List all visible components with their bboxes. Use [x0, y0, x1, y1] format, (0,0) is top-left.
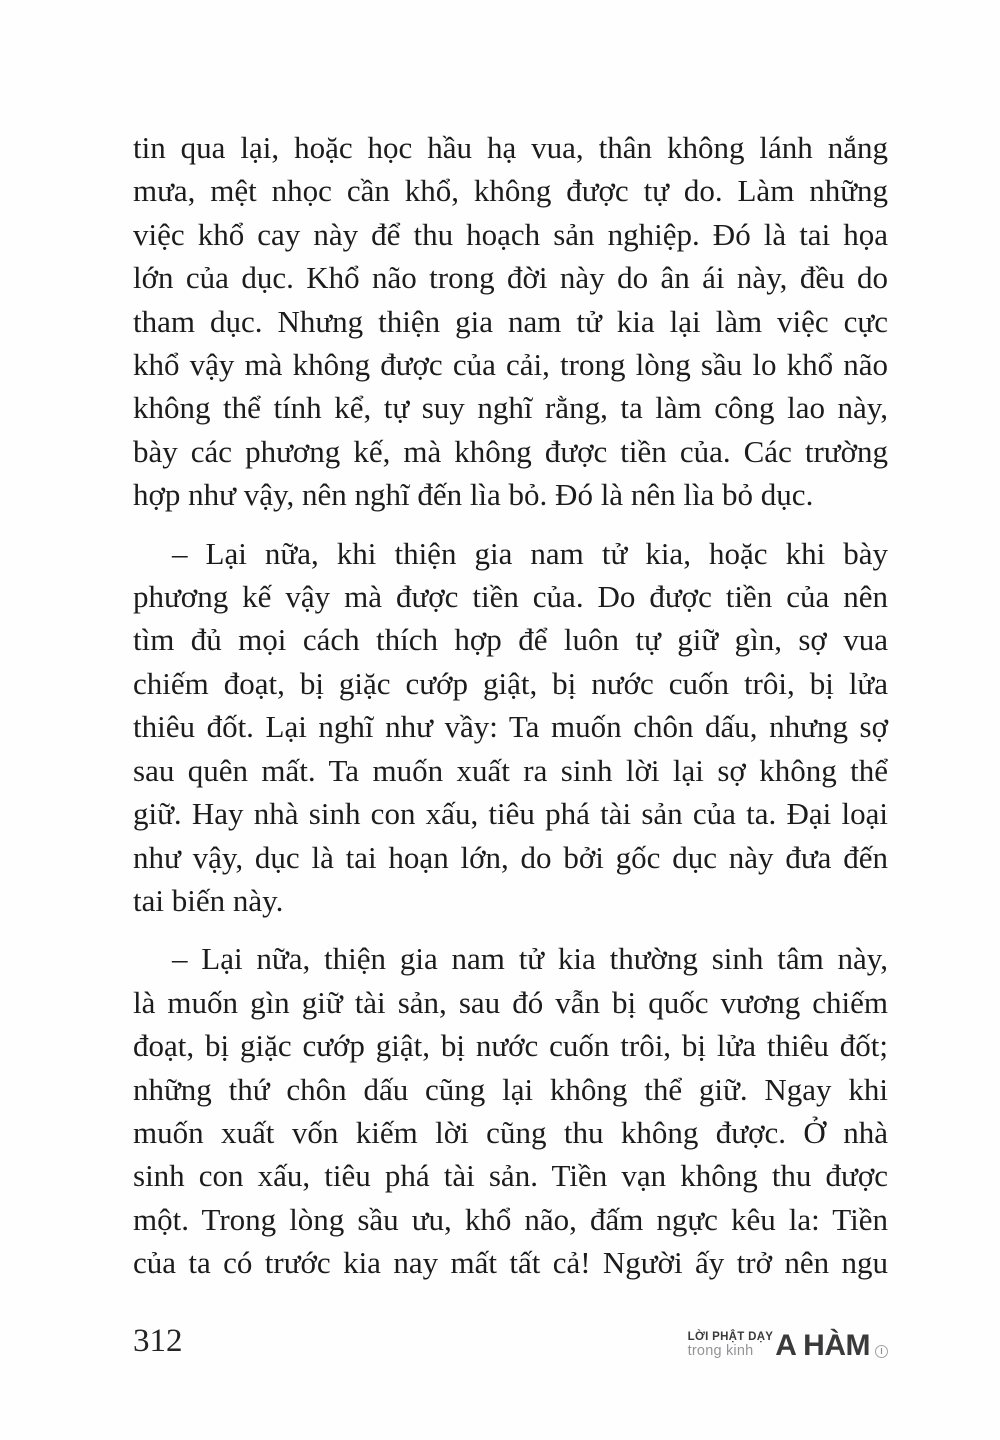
text-line: không thể tính kể, tự suy nghĩ rằng, ta làm công lao này, — [133, 390, 888, 426]
text-line: tin qua lại, hoặc học hầu hạ vua, thân không lánh nắng — [133, 130, 888, 165]
text-line: tham dục. Nhưng thiện gia nam tử kia lại làm việc cực — [133, 303, 888, 339]
text-line: hợp như vậy, nên nghĩ đến lìa bỏ. Đó là nên lìa bỏ dục. — [133, 477, 814, 513]
text-line: tìm đủ mọi cách thích hợp để luôn tự giữ gìn, sợ vua — [133, 622, 888, 658]
volume-numeral: I — [880, 1346, 883, 1356]
logo-top-text: LỜI PHẬT DẠY — [687, 1331, 774, 1343]
text-line: tai biến này. — [133, 882, 284, 918]
text-line: lớn của dục. Khổ não trong đời này do ân ái này, đều do — [133, 260, 888, 296]
logo-series-title: A HÀM — [775, 1329, 870, 1362]
publisher-logo — [687, 1329, 888, 1362]
text-line: sinh con xấu, tiêu phá tài sản. Tiền vạn không thu được — [133, 1158, 888, 1194]
logo-sub-text: trong kinh — [687, 1343, 754, 1359]
paragraph — [133, 532, 888, 923]
text-line: thiêu đốt. Lại nghĩ như vầy: Ta muốn chôn dấu, nhưng sợ — [133, 709, 888, 745]
text-line: việc khổ cay này để thu hoạch sản nghiệp. Đó là tai họa — [133, 216, 888, 252]
text-line: những thứ chôn dấu cũng lại không thể giữ. Ngay khi — [133, 1071, 888, 1107]
text-line: đoạt, bị giặc cướp giật, bị nước cuốn trôi, bị lửa thiêu đốt; — [133, 1028, 888, 1064]
text-line: như vậy, dục là tai hoạn lớn, do bởi gốc dục này đưa đến — [133, 839, 888, 875]
paragraph — [133, 126, 888, 517]
text-line: khổ vậy mà không được của cải, trong lòng sầu lo khổ não — [133, 347, 888, 383]
paragraph — [133, 937, 888, 1284]
page-footer — [133, 1322, 888, 1362]
text-line: một. Trong lòng sầu ưu, khổ não, đấm ngực kêu la: Tiền — [133, 1201, 888, 1237]
page-number: 312 — [133, 1323, 183, 1359]
text-line: – Lại nữa, khi thiện gia nam tử kia, hoặc khi bày — [172, 535, 888, 571]
text-line: – Lại nữa, thiện gia nam tử kia thường sinh tâm này, — [172, 941, 888, 977]
text-line: muốn xuất vốn kiếm lời cũng thu không được. Ở nhà — [133, 1114, 888, 1150]
text-line: bày các phương kế, mà không được tiền của. Các trường — [133, 433, 888, 469]
text-line: phương kế vậy mà được tiền của. Do được tiền của nên — [133, 579, 888, 615]
text-line: mưa, mệt nhọc cần khổ, không được tự do. Làm những — [133, 173, 888, 209]
text-line: sau quên mất. Ta muốn xuất ra sinh lời lại sợ không thể — [133, 752, 888, 788]
text-line: của ta có trước kia nay mất tất cả! Người ấy trở nên ngu — [133, 1245, 888, 1281]
text-line: chiếm đoạt, bị giặc cướp giật, bị nước cuốn trôi, bị lửa — [133, 665, 888, 701]
text-line: giữ. Hay nhà sinh con xấu, tiêu phá tài sản của ta. Đại loại — [133, 796, 888, 832]
volume-badge-icon — [875, 1345, 888, 1358]
logo-text-column — [688, 1332, 774, 1358]
body-text — [133, 126, 888, 1285]
text-line: là muốn gìn giữ tài sản, sau đó vẫn bị quốc vương chiếm — [133, 984, 888, 1020]
